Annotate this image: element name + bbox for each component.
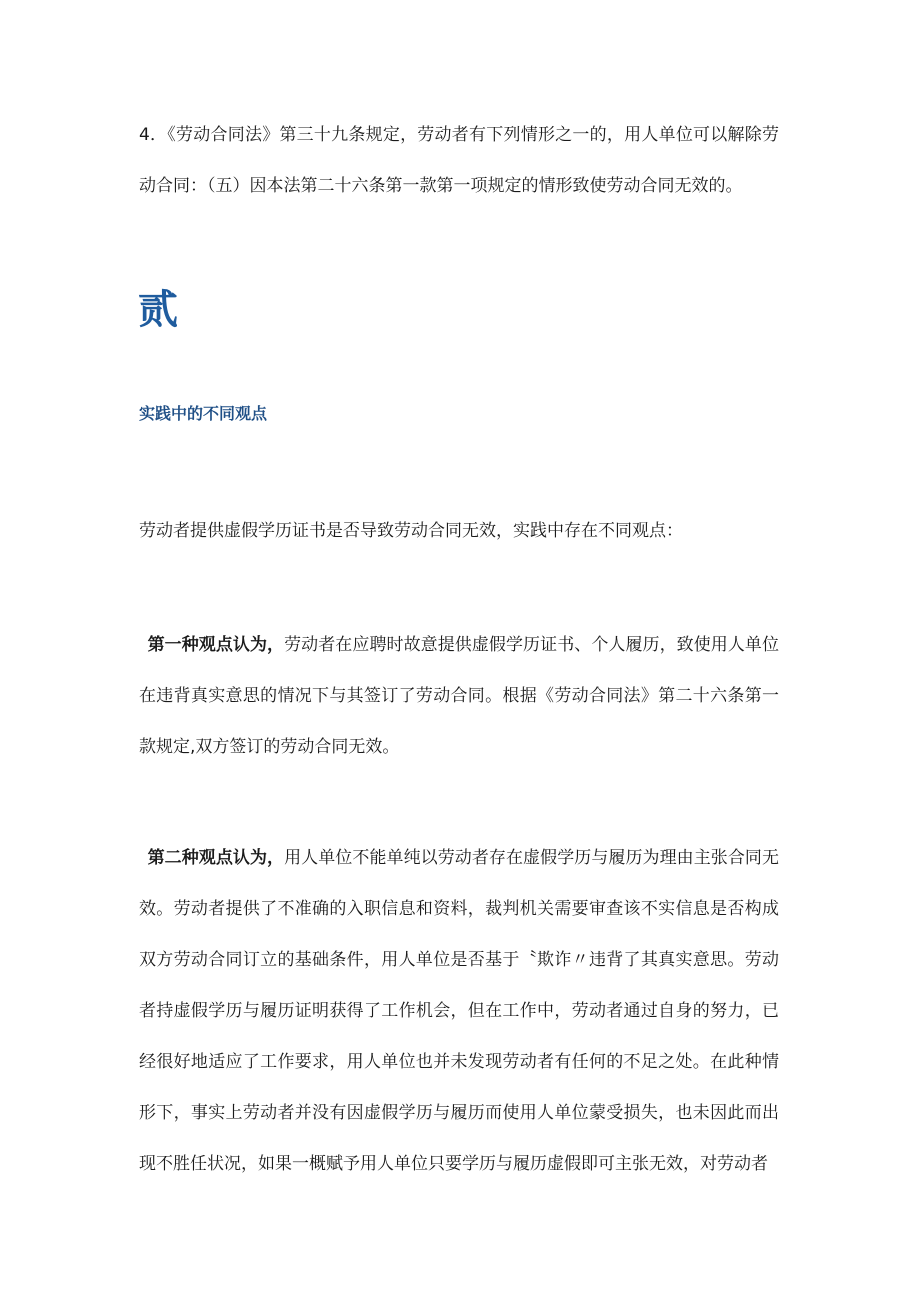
view-one-paragraph bbox=[139, 620, 779, 773]
section-numeral: 贰 bbox=[138, 287, 178, 333]
article-paragraph: 4．《劳动合同法》第三十九条规定，劳动者有下列情形之一的，用人单位可以解除劳动合同：（五）因本法第二十六条第一款第一项规定的情形致使劳动合同无效的。 bbox=[139, 125, 779, 196]
intro-paragraph: 劳动者提供虚假学历证书是否导致劳动合同无效，实践中存在不同观点： bbox=[139, 521, 683, 541]
view-one-text: 劳动者在应聘时故意提供虚假学历证书、个人履历，致使用人单位在违背真实意思的情况下与其签订了劳动合同。根据《劳动合同法》第二十六条第一款规定,双方签订的劳动合同无效。 bbox=[139, 635, 779, 757]
view-two-lead: 第二种观点认为， bbox=[147, 848, 285, 868]
view-two-text: 用人单位不能单纯以劳动者存在虚假学历与履历为理由主张合同无效。劳动者提供了不准确的入职信息和资料，裁判机关需要审查该不实信息是否构成双方劳动合同订立的基础条件，用人单位是否基于〝欺诈〃违背了其真实意思。劳动者持虚假学历与履历证明获得了工作机会，但在工作中，劳动者通过自身的努力，已经很好地适应了工作要求，用人单位也并未发现劳动者有任何的不足之处。在此种情形下，事实上劳动者并没有因虚假学历与履历而使用人单位蒙受损失，也未因此而出现不胜任状况，如果一概赋予用人单位只要学历与履历虚假即可主张无效，对劳动者 bbox=[139, 848, 779, 1174]
section-subtitle: 实践中的不同观点 bbox=[139, 404, 268, 423]
view-one-lead: 第一种观点认为， bbox=[147, 635, 285, 655]
view-two-paragraph bbox=[139, 833, 779, 1190]
